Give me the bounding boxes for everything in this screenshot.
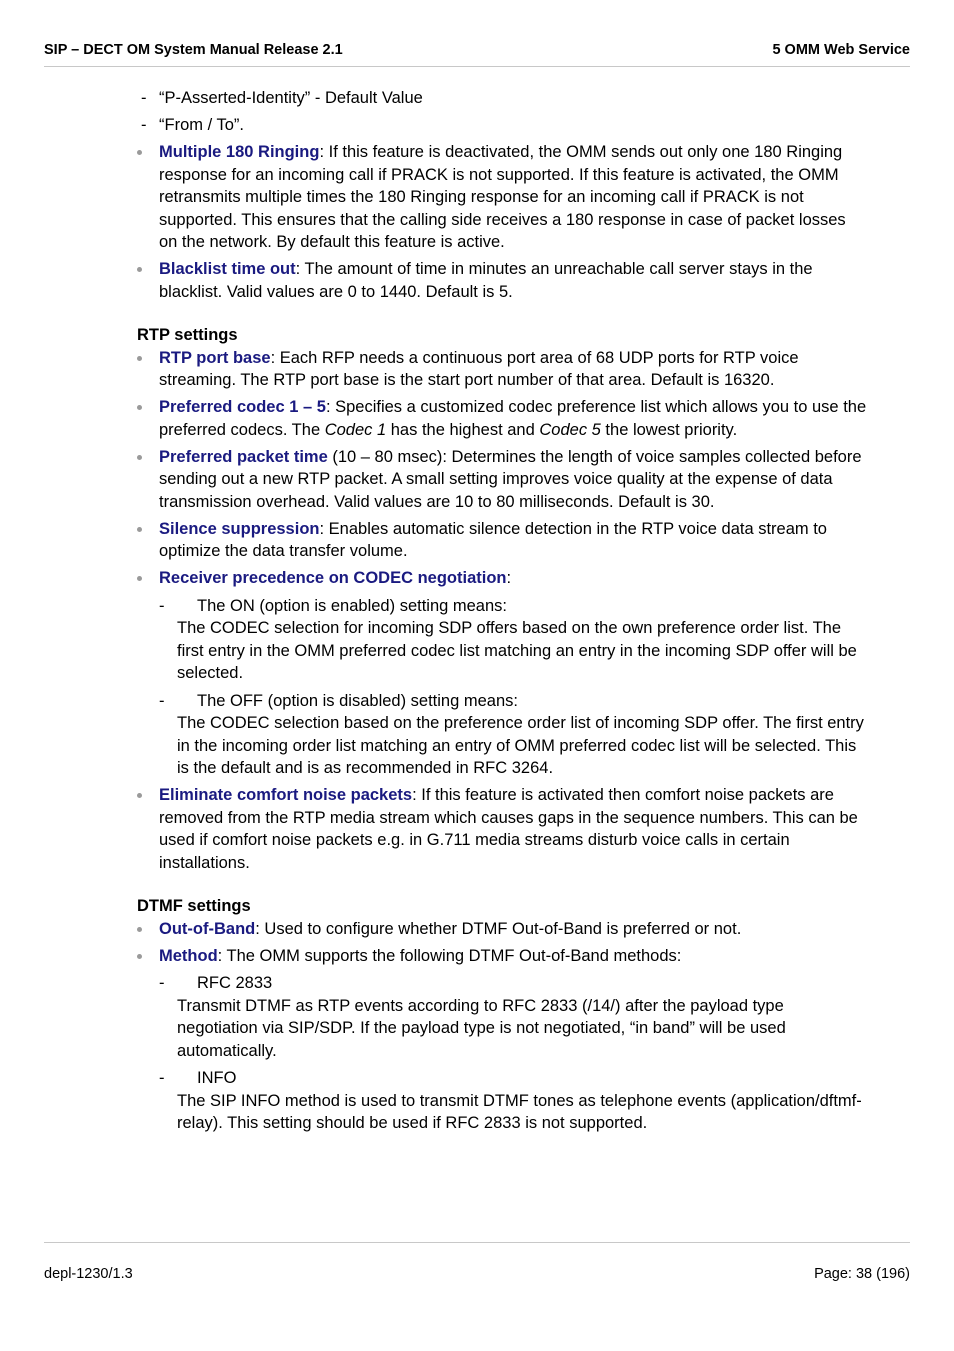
term: Preferred packet time bbox=[159, 447, 328, 466]
bullet-icon bbox=[137, 150, 142, 155]
term: Method bbox=[159, 946, 218, 965]
method-rfc-2833: - RFC 2833 Transmit DTMF as RTP events according to RFC 2833 (/14/) after the payload type negotiation via SIP/SDP. If the payload type is not negotiated, “in band” will be used automatically. bbox=[159, 974, 786, 1060]
bullet-rtp-port-base: RTP port base: Each RFP needs a continuous port area of 68 UDP ports for RTP voice streaming. The RTP port base is the start port number of that area. Default is 16320. bbox=[137, 347, 867, 392]
document-id: depl-1230/1.3 bbox=[44, 1266, 133, 1282]
term: RTP port base bbox=[159, 348, 271, 367]
bullet-icon bbox=[137, 793, 142, 798]
bullet-receiver-precedence: Receiver precedence on CODEC negotiation: - The ON (option is enabled) setting means: The CODEC selection for incoming SDP offers based on the own preference order list. The first entry in the OMM preferred codec list matching an entry in the incoming SDP offer will be selected. - The OFF (option is disabled) setting means: The CODEC selection based on the preference order list of incoming SDP offer. The first entry in the incoming order list matching an entry of OMM preferred codec list will be selected. This is the default and is as recommended in RFC 3264. bbox=[137, 567, 867, 780]
term: Multiple 180 Ringing bbox=[159, 143, 320, 161]
bullet-icon bbox=[137, 527, 142, 532]
bullet-icon bbox=[137, 267, 142, 272]
bullet-preferred-packet-time: Preferred packet time (10 – 80 msec): Determines the length of voice samples collected before sending out a new RTP packet. A small setting improves voice quality at the expense of data transmission overhead. Valid values are 10 to 80 milliseconds. Default is 30. bbox=[137, 446, 867, 514]
header-section: 5 OMM Web Service bbox=[772, 42, 910, 58]
page-header bbox=[44, 42, 910, 58]
dtmf-settings-heading: DTMF settings bbox=[137, 897, 251, 915]
page-footer bbox=[44, 1266, 910, 1282]
bullet-eliminate-comfort-noise: Eliminate comfort noise packets: If this feature is activated then comfort noise packets are removed from the RTP media stream which causes gaps in the sequence numbers. This can be used if comfort noise packets e.g. in G.711 media streams disturb voice calls in certain installations. bbox=[137, 784, 867, 874]
bullet-icon bbox=[137, 405, 142, 410]
bullet-icon bbox=[137, 455, 142, 460]
bullet-out-of-band: Out-of-Band: Used to configure whether DTMF Out-of-Band is preferred or not. bbox=[137, 918, 867, 941]
list-item: - “From / To”. bbox=[119, 114, 867, 137]
bullet-icon bbox=[137, 927, 142, 932]
page-content bbox=[137, 87, 867, 1139]
bullet-silence-suppression: Silence suppression: Enables automatic silence detection in the RTP voice data stream to optimize the data transfer volume. bbox=[137, 518, 867, 563]
bullet-multiple-180-ringing: Multiple 180 Ringing: If this feature is deactivated, the OMM sends out only one 180 Ringing response for an incoming call if PRACK is not supported. If this feature is activated, the OMM retransmits multiple times the 180 Ringing response for an incoming call if PRACK is not supported. This ensures that the calling side receives a 180 response in case of packet losses on the network. By default this feature is active. bbox=[137, 141, 867, 254]
footer-divider bbox=[44, 1242, 910, 1243]
receiver-off-option: - The OFF (option is disabled) setting means: The CODEC selection based on the preference order list of incoming SDP offer. The first entry in the incoming order list matching an entry of OMM preferred codec list will be selected. This is the default and is as recommended in RFC 3264. bbox=[159, 691, 864, 777]
header-title: SIP – DECT OM System Manual Release 2.1 bbox=[44, 42, 343, 58]
term: Preferred codec 1 – 5 bbox=[159, 398, 326, 416]
receiver-on-option: - The ON (option is enabled) setting means: The CODEC selection for incoming SDP offers based on the own preference order list. The first entry in the OMM preferred codec list matching an entry in the incoming SDP offer will be selected. bbox=[159, 596, 857, 682]
term: Blacklist time out bbox=[159, 260, 296, 278]
method-info: - INFO The SIP INFO method is used to transmit DTMF tones as telephone events (application/dftmf-relay). This setting should be used if RFC 2833 is not supported. bbox=[159, 1069, 862, 1132]
bullet-preferred-codec: Preferred codec 1 – 5: Specifies a customized codec preference list which allows you to use the preferred codecs. The Codec 1 has the highest and Codec 5 the lowest priority. bbox=[137, 396, 867, 441]
rtp-settings-heading: RTP settings bbox=[137, 326, 238, 344]
term: Receiver precedence on CODEC negotiation bbox=[159, 569, 507, 587]
term: Eliminate comfort noise packets bbox=[159, 786, 413, 804]
term: Silence suppression bbox=[159, 519, 320, 538]
bullet-icon bbox=[137, 576, 142, 581]
bullet-method: Method: The OMM supports the following DTMF Out-of-Band methods: - RFC 2833 Transmit DTMF as RTP events according to RFC 2833 (/14/) after the payload type negotiation via SIP/SDP. If the payload type is not negotiated, “in band” will be used automatically. - INFO The SIP INFO method is used to transmit DTMF tones as telephone events (application/dftmf-relay). This setting should be used if RFC 2833 is not supported. bbox=[137, 945, 867, 1135]
term: Out-of-Band bbox=[159, 919, 256, 938]
bullet-icon bbox=[137, 954, 142, 959]
list-item: - “P-Asserted-Identity” - Default Value bbox=[119, 87, 867, 110]
header-divider bbox=[44, 66, 910, 67]
page-number: Page: 38 (196) bbox=[814, 1266, 910, 1282]
bullet-icon bbox=[137, 356, 142, 361]
bullet-blacklist-time-out: Blacklist time out: The amount of time in minutes an unreachable call server stays in the blacklist. Valid values are 0 to 1440. Default is 5. bbox=[137, 258, 867, 303]
